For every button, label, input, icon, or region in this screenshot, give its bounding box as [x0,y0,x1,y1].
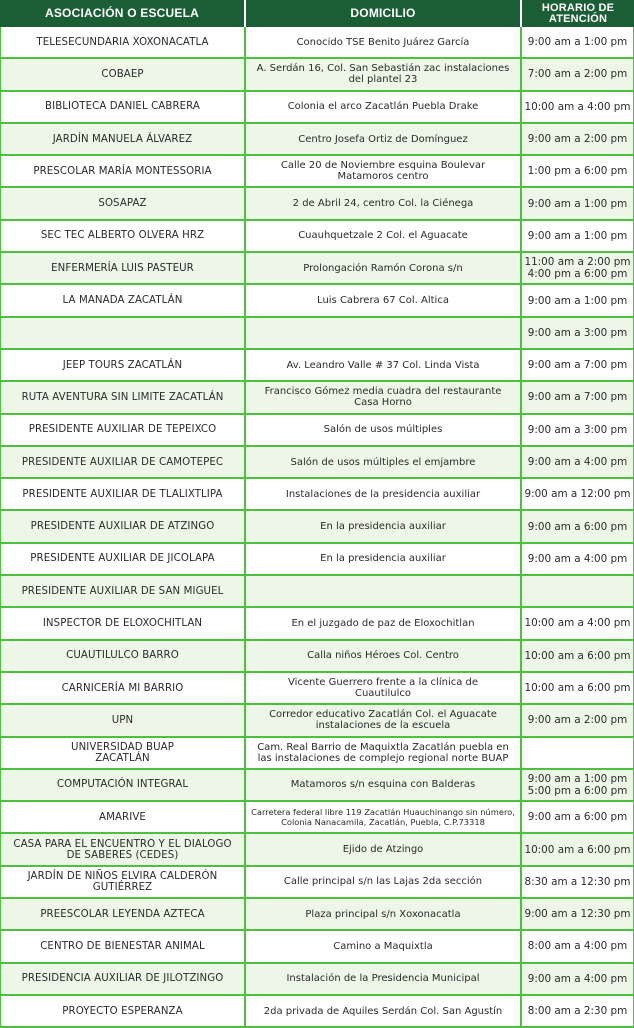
address-cell-line: Matamoros s/n esquina con Balderas [290,779,476,791]
address-cell [246,673,522,703]
association-cell-line: RUTA AVENTURA SIN LIMITE ZACATLÁN [21,391,224,403]
table-row [0,156,634,188]
address-cell-line: Conocido TSE Benito Juárez García [296,36,470,48]
address-cell-line: Ejido de Atzingo [342,844,424,856]
association-cell [0,931,246,961]
table-row [0,415,634,447]
table-row [0,673,634,705]
association-cell [0,318,246,348]
association-cell [0,124,246,154]
association-cell [0,511,246,541]
hours-cell-line: 9:00 am a 12:00 pm [524,488,631,501]
association-cell [0,834,246,864]
hours-cell [522,188,634,218]
address-cell [246,447,522,477]
hours-cell [522,641,634,671]
hours-cell [522,608,634,638]
address-cell [246,415,522,445]
hours-cell [522,996,634,1026]
hours-cell-line: 10:00 am a 6:00 pm [524,843,631,856]
table-row [0,479,634,511]
association-cell [0,544,246,574]
association-cell [0,92,246,122]
table-row [0,576,634,608]
hours-cell [522,511,634,541]
address-cell-line: Camino a Maquixtla [333,940,433,952]
hours-cell-line: 9:00 am a 12:30 pm [524,908,631,921]
association-cell [0,253,246,283]
hours-cell [522,156,634,186]
association-cell-line: COBAEP [101,68,144,80]
hours-cell [522,124,634,154]
association-cell-line: PRESIDENTE AUXILIAR DE CAMOTEPEC [21,456,224,468]
address-cell [246,92,522,122]
association-cell [0,673,246,703]
address-cell [246,996,522,1026]
address-cell [246,738,522,768]
association-cell-line: PROYECTO ESPERANZA [62,1005,183,1017]
address-cell-line: En la presidencia auxiliar [320,521,446,533]
hours-cell [522,673,634,703]
hours-cell-line: 9:00 am a 6:00 pm [527,811,628,824]
hours-cell [522,447,634,477]
address-cell [246,59,522,89]
address-cell [246,802,522,832]
address-cell [246,124,522,154]
table-row [0,834,634,866]
hours-cell [522,285,634,315]
hours-cell-line: 8:30 am a 12:30 pm [524,875,631,888]
address-cell-line: Luis Cabrera 67 Col. Altica [317,295,449,307]
hours-cell [522,92,634,122]
address-cell-line: Cam. Real Barrio de Maquixtla Zacatlán puebla en [257,741,509,753]
hours-cell-line: 7:00 am a 2:00 pm [527,68,628,81]
association-cell-line: PRESIDENTE AUXILIAR DE ATZINGO [30,521,215,533]
association-cell [0,770,246,800]
hours-cell-line: 5:00 pm a 6:00 pm [527,784,628,797]
hours-cell [522,27,634,57]
hours-cell [522,931,634,961]
address-cell-line: Salón de usos múltiples [323,424,443,436]
table-row [0,964,634,996]
hours-cell [522,867,634,897]
address-cell-line: las instalaciones de complejo regional norte BUAP [257,752,509,764]
association-cell-line: TELESECUNDARIA XOXONACATLA [36,36,209,48]
association-cell [0,188,246,218]
address-cell-line: Calla niños Héroes Col. Centro [307,650,459,662]
header-hours [522,0,634,27]
association-cell [0,867,246,897]
address-cell-line: Colonia el arco Zacatlán Puebla Drake [287,101,479,113]
hours-cell [522,899,634,929]
address-cell [246,544,522,574]
hours-cell [522,705,634,735]
association-cell [0,899,246,929]
hours-cell-line: 9:00 am a 4:00 pm [527,552,628,565]
association-cell [0,221,246,251]
table-body [0,27,634,1028]
association-cell-line: UPN [111,714,134,726]
address-cell-line: Vicente Guerrero frente a la clínica de [287,677,479,689]
address-cell-line: A. Serdán 16, Col. San Sebastián zac instalaciones [256,63,510,75]
association-cell [0,608,246,638]
address-cell-line: Calle principal s/n las Lajas 2da sección [283,876,483,888]
association-cell [0,738,246,768]
hours-cell-line: 9:00 am a 1:00 pm [527,197,628,210]
address-cell-line: Av. Leandro Valle # 37 Col. Linda Vista [286,359,480,371]
hours-cell [522,415,634,445]
association-cell-line: CASA PARA EL ENCUENTRO Y EL DIALOGO [13,838,232,850]
hours-cell-line: 9:00 am a 7:00 pm [527,359,628,372]
table-row [0,221,634,253]
address-cell-line: Colonia Nanacamila, Zacatlán, Puebla, C.P.73318 [281,817,485,828]
address-cell [246,511,522,541]
table-row [0,511,634,543]
address-cell-line: 2da privada de Aquiles Serdán Col. San Agustín [263,1005,503,1017]
association-cell-line: CARNICERÍA MI BARRIO [61,682,184,694]
address-cell [246,641,522,671]
association-cell-line: AMARIVE [99,811,146,823]
address-cell-line: Prolongación Ramón Corona s/n [303,262,463,274]
table-row [0,253,634,285]
association-cell [0,447,246,477]
association-cell-line: SEC TEC ALBERTO OLVERA HRZ [40,230,205,242]
address-cell [246,253,522,283]
address-cell [246,867,522,897]
hours-cell-line: 9:00 am a 1:00 pm [527,294,628,307]
address-cell [246,479,522,509]
hours-cell-line: 10:00 am a 4:00 pm [524,617,631,630]
hours-cell-line: 8:00 am a 2:30 pm [527,1005,628,1018]
association-cell-line: DE SABERES (CEDES) [66,849,179,861]
table-row [0,641,634,673]
hours-cell [522,59,634,89]
hours-cell-line: 9:00 am a 6:00 pm [527,520,628,533]
hours-cell [522,253,634,283]
association-cell-line: PRESCOLAR MARÍA MONTESSORIA [33,165,212,177]
association-cell [0,27,246,57]
address-cell [246,770,522,800]
table-row [0,188,634,220]
table-row [0,608,634,640]
association-cell-line: ENFERMERÍA LUIS PASTEUR [51,262,194,274]
table-row [0,350,634,382]
hours-cell [522,770,634,800]
hours-cell-line: 9:00 am a 7:00 pm [527,391,628,404]
association-cell-line: BIBLIOTECA DANIEL CABRERA [45,101,200,113]
address-cell-line: Carretera federal libre 119 Zacatlán Huauchinango sin número, [251,807,515,818]
association-cell-line: PREESCOLAR LEYENDA AZTECA [40,908,205,920]
hours-cell-line: 9:00 am a 4:00 pm [527,456,628,468]
address-cell [246,964,522,994]
address-cell-line: Plaza principal s/n Xoxonacatla [305,908,461,920]
association-cell [0,415,246,445]
table-row [0,867,634,899]
association-cell-line: LA MANADA ZACATLÁN [62,295,183,307]
address-cell-line: Francisco Gómez media cuadra del restaurante [264,386,502,398]
address-cell-line: Corredor educativo Zacatlán Col. el Aguacate [269,709,497,721]
address-cell [246,705,522,735]
association-cell-line: INSPECTOR DE ELOXOCHITLAN [42,617,203,629]
table-row [0,705,634,737]
hours-cell-line: 9:00 am a 1:00 pm [527,229,628,242]
association-cell-line: CUAUTILULCO BARRO [66,650,179,662]
address-cell-line: Instalación de la Presidencia Municipal [286,973,480,985]
table-row [0,770,634,802]
header-hours-label: HORARIO DE ATENCIÓN [541,1,615,25]
hours-cell-line: 8:00 am a 4:00 pm [527,940,628,953]
hours-cell-line: 9:00 am a 3:00 pm [527,423,628,436]
association-cell-line: JEEP TOURS ZACATLÁN [62,359,183,371]
association-cell [0,156,246,186]
header-address: DOMICILIO [246,0,522,27]
table-row [0,285,634,317]
address-cell [246,188,522,218]
association-cell-line: ZACATLÁN [95,752,150,764]
association-cell-line: PRESIDENTE AUXILIAR DE TLALIXTLIPA [22,488,223,500]
association-cell [0,705,246,735]
address-cell-line: Instalaciones de la presidencia auxiliar [285,488,481,500]
association-cell-line: PRESIDENCIA AUXILIAR DE JILOTZINGO [21,973,224,985]
address-cell-line: Cuauhquetzale 2 Col. el Aguacate [298,230,468,242]
association-cell [0,641,246,671]
hours-cell [522,221,634,251]
hours-cell [522,834,634,864]
table-row [0,802,634,834]
address-cell-line: Salón de usos múltiples el emjambre [290,456,476,468]
association-cell [0,802,246,832]
table-row [0,92,634,124]
hours-cell [522,382,634,412]
association-cell-line: SOSAPAZ [98,198,147,210]
hours-cell [522,576,634,606]
address-cell-line: Matamoros centro [337,171,429,183]
hours-cell-line: 4:00 pm a 6:00 pm [527,268,628,281]
table-row [0,318,634,350]
address-cell [246,156,522,186]
table-row [0,899,634,931]
hours-cell [522,318,634,348]
address-cell [246,834,522,864]
address-cell [246,350,522,380]
association-cell-line: PRESIDENTE AUXILIAR DE JICOLAPA [30,553,215,565]
hours-cell-line: 9:00 am a 4:00 pm [527,972,628,985]
hours-cell [522,964,634,994]
hours-cell-line: 10:00 am a 6:00 pm [524,682,631,695]
association-cell [0,479,246,509]
association-cell-line: COMPUTACIÓN INTEGRAL [56,779,189,791]
table-row [0,447,634,479]
address-cell-line: del plantel 23 [348,74,418,86]
hours-cell-line: 10:00 am a 6:00 pm [524,649,631,662]
association-cell-line: CENTRO DE BIENESTAR ANIMAL [40,940,205,952]
address-cell [246,899,522,929]
table-header [0,0,634,27]
address-cell-line: En el juzgado de paz de Eloxochitlan [291,617,475,629]
table-row [0,382,634,414]
hours-cell [522,350,634,380]
address-cell [246,931,522,961]
table-row [0,124,634,156]
hours-cell [522,802,634,832]
table-row [0,738,634,770]
address-cell [246,27,522,57]
address-cell [246,382,522,412]
hours-cell-line: 1:00 pm a 6:00 pm [527,165,628,178]
hours-cell-line: 9:00 am a 2:00 pm [527,133,628,146]
association-cell-line: JARDÍN MANUELA ÁLVAREZ [52,133,193,145]
hours-cell [522,479,634,509]
address-cell [246,221,522,251]
hours-cell [522,738,634,768]
address-cell [246,576,522,606]
address-cell [246,608,522,638]
hours-cell-line: 9:00 am a 1:00 pm [527,772,628,785]
table-row [0,27,634,59]
address-cell-line: 2 de Abril 24, centro Col. la Ciénega [292,198,474,210]
address-cell-line: Cuautilulco [354,688,411,700]
association-cell-line: PRESIDENTE AUXILIAR DE TEPEIXCO [28,424,217,436]
address-cell-line: Calle 20 de Noviembre esquina Boulevar [280,160,486,172]
hours-cell-line: 9:00 am a 3:00 pm [527,326,628,339]
association-cell [0,382,246,412]
association-cell [0,350,246,380]
hours-cell [522,544,634,574]
association-cell-line: PRESIDENTE AUXILIAR DE SAN MIGUEL [21,585,224,597]
association-cell [0,576,246,606]
address-cell-line: Centro Josefa Ortiz de Domínguez [298,133,468,145]
association-cell [0,59,246,89]
address-cell-line: Casa Horno [354,397,412,409]
hours-cell-line: 9:00 am a 1:00 pm [527,36,628,49]
table-row [0,59,634,91]
table-row [0,996,634,1028]
association-cell-line: UNIVERSIDAD BUAP [71,741,174,753]
address-cell-line: En la presidencia auxiliar [320,553,446,565]
table-row [0,544,634,576]
address-cell-line: instalaciones de la escuela [315,720,451,732]
association-cell-line: JARDÍN DE NIÑOS ELVIRA CALDERÓN GUTIÉRREZ [27,870,218,893]
association-cell [0,996,246,1026]
hours-cell-line: 11:00 am a 2:00 pm [524,256,631,269]
hours-cell-line: 9:00 am a 2:00 pm [527,714,628,727]
address-cell [246,318,522,348]
association-cell [0,285,246,315]
header-association: ASOCIACIÓN O ESCUELA [0,0,246,27]
table-row [0,931,634,963]
address-cell [246,285,522,315]
association-cell [0,964,246,994]
hours-cell-line: 10:00 am a 4:00 pm [524,100,631,113]
